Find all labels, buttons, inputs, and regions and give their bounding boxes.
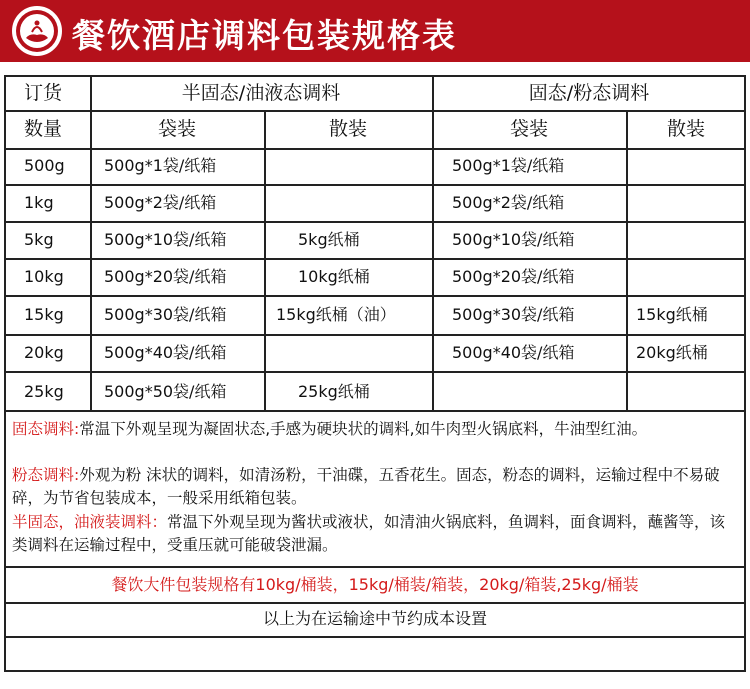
note-solid [12,418,732,441]
row-semi-bulk: 25kg纸桶 [298,382,370,401]
row-solid-bag: 500g*30袋/纸箱 [452,305,575,324]
row-divider [4,221,746,223]
solid-bag-header: 袋装 [509,118,548,140]
semi-bag-header: 袋装 [157,118,196,140]
column-divider [626,110,628,410]
semi-solid-header: 半固态/油液态调料 [181,82,341,104]
note-text: 常温下外观呈现为酱状或液状，如清油火锅底料，鱼调料，面食调料，蘸酱等，该类调料在运输过程中，受重压就可能破袋泄漏。 [12,513,726,554]
solid-header: 固态/粉态调料 [528,82,650,104]
row-semi-bag: 500g*40袋/纸箱 [104,343,227,362]
row-solid-bag: 500g*40袋/纸箱 [452,343,575,362]
row-solid-bag: 500g*20袋/纸箱 [452,267,575,286]
note-semi-solid [12,511,732,557]
note-label: 粉态调料: [12,466,80,484]
semi-bulk-header: 散装 [328,118,367,140]
row-divider [4,295,746,297]
row-solid-bulk: 15kg纸桶 [636,305,708,324]
row-semi-bulk: 10kg纸桶 [298,267,370,286]
note-text: 常温下外观呈现为凝固状态,手感为硬块状的调料,如牛肉型火锅底料，牛油型红油。 [79,420,648,438]
row-semi-bag: 500g*50袋/纸箱 [104,382,227,401]
row-solid-bag: 500g*2袋/纸箱 [452,193,565,212]
saving-note-line: 以上为在运输途中节约成本设置 [262,609,487,628]
row-solid-bag: 500g*10袋/纸箱 [452,230,575,249]
row-divider [4,110,746,112]
row-solid-bulk: 20kg纸桶 [636,343,708,362]
note-text: 外观为粉 沫状的调料，如清汤粉，干油碟，五香花生。固态，粉态的调料，运输过程中不易破碎，为节省包装成本，一般采用纸箱包装。 [12,466,720,507]
row-divider [4,566,746,568]
row-divider [4,636,746,638]
row-qty: 500g [24,156,65,175]
row-semi-bulk: 15kg纸桶（油） [276,305,396,324]
row-divider [4,148,746,150]
row-qty: 25kg [24,382,64,401]
row-qty: 5kg [24,230,54,249]
row-divider [4,334,746,336]
title-banner [0,0,750,62]
row-qty: 15kg [24,305,64,324]
row-divider [4,371,746,373]
qty-header: 数量 [24,118,63,140]
row-qty: 10kg [24,267,64,286]
order-header: 订货 [24,82,63,104]
row-divider [4,602,746,604]
bulk-spec-line: 餐饮大件包装规格有10kg/桶装，15kg/桶装/箱装，20kg/箱装,25kg/桶装 [111,575,639,594]
page-title: 餐饮酒店调料包装规格表 [72,16,457,55]
row-divider [4,410,746,412]
brand-logo [12,6,62,56]
row-solid-bag: 500g*1袋/纸箱 [452,156,565,175]
row-divider [4,184,746,186]
note-label: 固态调料: [12,420,80,438]
column-divider [264,110,266,410]
brand-logo-icon [14,8,60,54]
row-qty: 1kg [24,193,54,212]
solid-bulk-header: 散装 [666,118,705,140]
row-semi-bag: 500g*1袋/纸箱 [104,156,217,175]
row-divider [4,258,746,260]
row-semi-bag: 500g*30袋/纸箱 [104,305,227,324]
row-semi-bag: 500g*10袋/纸箱 [104,230,227,249]
row-qty: 20kg [24,343,64,362]
note-powder [12,464,732,510]
note-label: 半固态，油液装调料： [12,513,168,531]
row-semi-bag: 500g*2袋/纸箱 [104,193,217,212]
row-semi-bag: 500g*20袋/纸箱 [104,267,227,286]
row-semi-bulk: 5kg纸桶 [298,230,360,249]
